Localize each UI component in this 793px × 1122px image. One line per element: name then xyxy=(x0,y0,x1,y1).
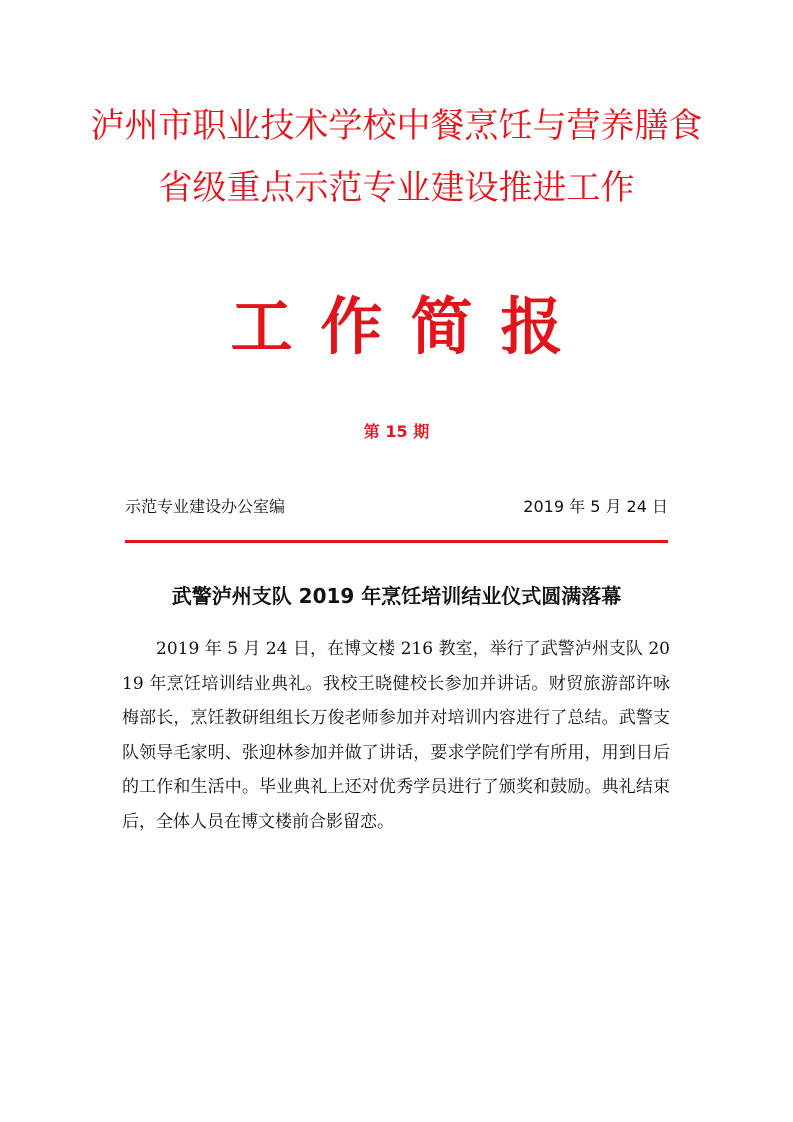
header-title-line-1: 泸州市职业技术学校中餐烹饪与营养膳食 xyxy=(90,106,703,146)
article-body: 2019 年 5 月 24 日，在博文楼 216 教室，举行了武警泸州支队 2019 年烹饪培训结业典礼。我校王晓健校长参加并讲话。财贸旅游部许咏梅部长，烹饪教研组组长万俊老师参加并对培训内容进行了总结。武警支队领导毛家明、张迎林参加并做了讲话，要求学院们学有所用，用到日后的工作和生活中。毕业典礼上还对优秀学员进行了颁奖和鼓励。典礼结束后，全体人员在博文楼前合影留恋。 xyxy=(122,639,670,832)
publish-date: 2019 年 5 月 24 日 xyxy=(523,497,668,516)
red-divider-line xyxy=(125,540,668,543)
header-title-line-2: 省级重点示范专业建设推进工作 xyxy=(158,168,635,208)
issue-number: 第 15 期 xyxy=(363,422,430,441)
bulletin-title: 工作简报 xyxy=(230,290,591,363)
article-title: 武警泸州支队 2019 年烹饪培训结业仪式圆满落幕 xyxy=(171,584,622,608)
meta-row xyxy=(125,495,668,519)
editor-label: 示范专业建设办公室编 xyxy=(125,497,286,516)
